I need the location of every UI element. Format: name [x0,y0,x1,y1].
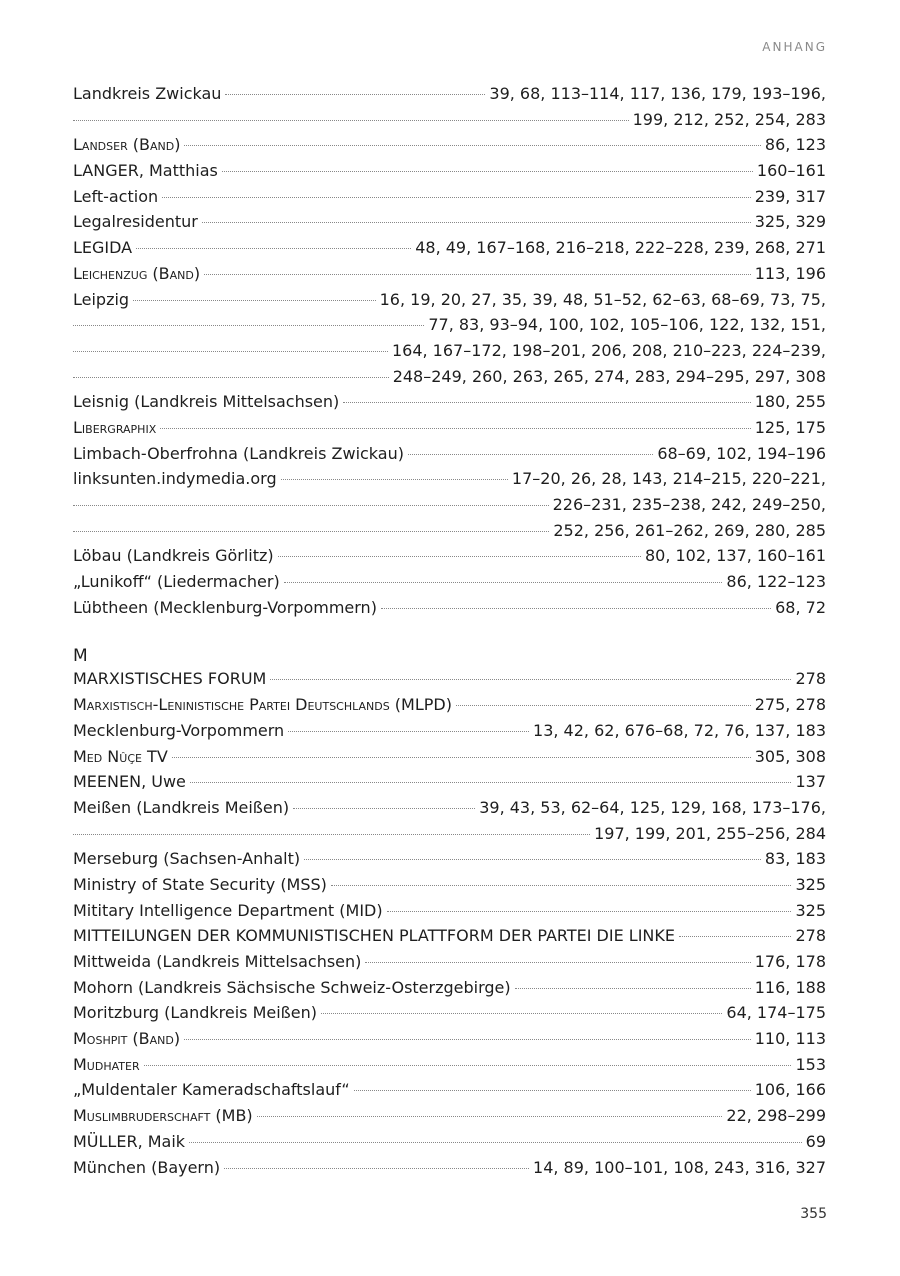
index-term: Landkreis Zwickau [73,84,222,103]
index-entry [73,598,826,624]
dot-leader [515,988,751,989]
index-entry [73,572,826,598]
index-term: Muslimbruderschaft (MB) [73,1106,253,1126]
index-entry [73,669,826,695]
index-term: Mititary Intelligence Department (MID) [73,900,383,920]
index-entry [73,469,826,495]
dot-leader [343,402,750,403]
index-entry [73,110,826,136]
index-term: „Muldentaler Kameradschaftslauf“ [73,1080,350,1100]
dot-leader [222,171,753,172]
dot-leader [133,300,376,301]
index-pages: 197, 199, 201, 255–256, 284 [594,823,826,843]
dot-leader [456,705,751,706]
index-entry [73,546,826,572]
index-pages: 199, 212, 252, 254, 283 [632,109,826,129]
index-term: Mudhater [73,1054,140,1074]
dot-leader [73,325,424,326]
index-entry [73,978,826,1004]
dot-leader [408,454,653,455]
index-pages: 13, 42, 62, 676–68, 72, 76, 137, 183 [533,720,826,740]
index-entry [73,1003,826,1029]
index-pages: 176, 178 [754,952,826,971]
dot-leader [304,859,761,860]
index-entry [73,238,826,264]
index-pages: 68, 72 [775,597,826,617]
index-pages: 113, 196 [754,263,826,283]
index-entry [73,747,826,773]
index-term: Libergraphix [73,417,157,437]
dot-leader [387,911,792,912]
index-term: Löbau (Landkreis Görlitz) [73,546,274,566]
index-term: LEGIDA [73,238,133,258]
dot-leader [184,145,760,146]
index-term: Limbach-Oberfrohna (Landkreis Zwickau) [73,443,404,463]
index-entry [73,290,826,316]
index-pages: 226–231, 235–238, 242, 249–250, [552,495,826,514]
index-entry [73,824,826,850]
index-entry [73,392,826,418]
index-pages: 68–69, 102, 194–196 [657,443,826,463]
dot-leader [202,222,751,223]
index-term: Meißen (Landkreis Meißen) [73,797,290,817]
index-entry [73,1080,826,1106]
index-entry [73,264,826,290]
index-term: Left-action [73,186,159,206]
index-entry [73,772,826,798]
index-entry [73,315,826,341]
index-entry [73,1106,826,1132]
index-entry [73,418,826,444]
index-pages: 16, 19, 20, 27, 35, 39, 48, 51–52, 62–63, 68–69, 73, 75, [379,289,826,309]
dot-leader [172,757,751,758]
index-entry [73,212,826,238]
dot-leader [270,679,791,680]
index-pages: 180, 255 [754,392,826,412]
index-pages: 39, 43, 53, 62–64, 125, 129, 168, 173–176, [479,797,826,817]
dot-leader [184,1039,751,1040]
index-entry [73,1029,826,1055]
index-pages: 110, 113 [754,1029,826,1049]
index-pages: 325 [795,900,826,920]
dot-leader [321,1013,722,1014]
dot-leader [136,248,411,249]
index-entry [73,849,826,875]
dot-leader [331,885,792,886]
index-term: Med Nûçe TV [73,746,168,766]
dot-leader [162,197,751,198]
index-entry [73,187,826,213]
index-pages: 14, 89, 100–101, 108, 243, 316, 327 [533,1157,826,1177]
index-pages: 248–249, 260, 263, 265, 274, 283, 294–295, 297, 308 [392,366,826,386]
index-pages: 64, 174–175 [726,1003,826,1023]
index-entry [73,367,826,393]
index-entry [73,341,826,367]
index-term: Leipzig [73,289,130,309]
index-entry [73,695,826,721]
dot-leader [381,608,771,609]
index-pages: 39, 68, 113–114, 117, 136, 179, 193–196, [489,84,826,103]
dot-leader [257,1116,723,1117]
index-entry [73,161,826,187]
index-pages: 252, 256, 261–262, 269, 280, 285 [553,520,826,540]
index-pages: 125, 175 [754,417,826,437]
index-pages: 153 [795,1054,826,1074]
index-entry [73,875,826,901]
dot-leader [288,731,529,732]
dot-leader [73,377,389,378]
dot-leader [189,1142,802,1143]
index-term: MITTEILUNGEN DER KOMMUNISTISCHEN PLATTFORM DER PARTEI DIE LINKE [73,926,675,946]
index-entry [73,135,826,161]
index-term: Lübtheen (Mecklenburg-Vorpommern) [73,597,377,617]
index-term: Mittweida (Landkreis Mittelsachsen) [73,952,362,971]
dot-leader [73,834,590,835]
index-pages: 48, 49, 167–168, 216–218, 222–228, 239, 268, 271 [415,238,826,258]
index-entry [73,798,826,824]
dot-leader [293,808,475,809]
index-term: München (Bayern) [73,1157,221,1177]
index-term: MEENEN, Uwe [73,772,186,792]
index-pages: 86, 123 [764,135,826,155]
index-pages: 77, 83, 93–94, 100, 102, 105–106, 122, 132, 151, [428,315,826,335]
index-entry [73,495,826,521]
index-entry [73,952,826,978]
index-term: linksunten.indymedia.org [73,469,277,489]
index-entry [73,1055,826,1081]
dot-leader [284,582,723,583]
dot-leader [278,556,641,557]
section-letter-m: M [73,646,88,667]
index-entry [73,1158,826,1184]
index-term: Mohorn (Landkreis Sächsische Schweiz-Osterzgebirge) [73,977,511,997]
index-term: Mecklenburg-Vorpommern [73,720,285,740]
index-entry [73,84,826,110]
index-term: Ministry of State Security (MSS) [73,874,327,894]
index-pages: 325 [795,874,826,894]
dot-leader [679,936,791,937]
page-number: 355 [800,1206,827,1222]
index-term: „Lunikoff“ (Liedermacher) [73,572,280,592]
dot-leader [365,962,750,963]
index-term: Merseburg (Sachsen-Anhalt) [73,849,301,869]
index-pages: 86, 122–123 [726,572,826,592]
index-term: Marxistisch-Leninistische Partei Deutschlands (MLPD) [73,695,452,715]
index-pages: 22, 298–299 [726,1106,826,1126]
dot-leader [204,274,751,275]
index-entry [73,444,826,470]
dot-leader [281,479,508,480]
index-section-l [73,84,826,623]
index-term: LANGER, Matthias [73,161,218,181]
index-entry [73,926,826,952]
index-term: MARXISTISCHES FORUM [73,669,267,689]
index-pages: 275, 278 [754,695,826,715]
index-term: Leichenzug (Band) [73,263,201,283]
index-term: Moritzburg (Landkreis Meißen) [73,1003,317,1023]
index-pages: 325, 329 [754,212,826,232]
index-pages: 164, 167–172, 198–201, 206, 208, 210–223, 224–239, [391,340,826,360]
index-entry [73,721,826,747]
index-entry [73,901,826,927]
index-pages: 80, 102, 137, 160–161 [644,546,826,566]
index-pages: 305, 308 [754,746,826,766]
index-list [73,84,826,1183]
index-entry [73,521,826,547]
running-header: ANHANG [762,40,827,54]
dot-leader [144,1065,792,1066]
dot-leader [73,120,629,121]
index-pages: 278 [795,669,826,689]
dot-leader [190,782,792,783]
index-term: Landser (Band) [73,135,181,155]
index-pages: 239, 317 [754,186,826,206]
index-term: MÜLLER, Maik [73,1131,186,1151]
index-pages: 106, 166 [754,1080,826,1100]
dot-leader [160,428,751,429]
index-term: Moshpit (Band) [73,1029,181,1049]
index-term: Leisnig (Landkreis Mittelsachsen) [73,392,340,412]
dot-leader [225,94,485,95]
dot-leader [73,531,549,532]
dot-leader [73,505,549,506]
index-section-m [73,669,826,1183]
index-pages: 278 [795,926,826,946]
dot-leader [354,1090,751,1091]
index-pages: 116, 188 [754,977,826,997]
index-pages: 137 [795,772,826,792]
index-pages: 17–20, 26, 28, 143, 214–215, 220–221, [511,469,826,489]
index-term: Legalresidentur [73,212,198,232]
dot-leader [73,351,388,352]
index-pages: 83, 183 [764,849,826,869]
dot-leader [224,1168,529,1169]
index-entry [73,1132,826,1158]
index-pages: 160–161 [756,161,826,181]
index-pages: 69 [805,1131,826,1151]
